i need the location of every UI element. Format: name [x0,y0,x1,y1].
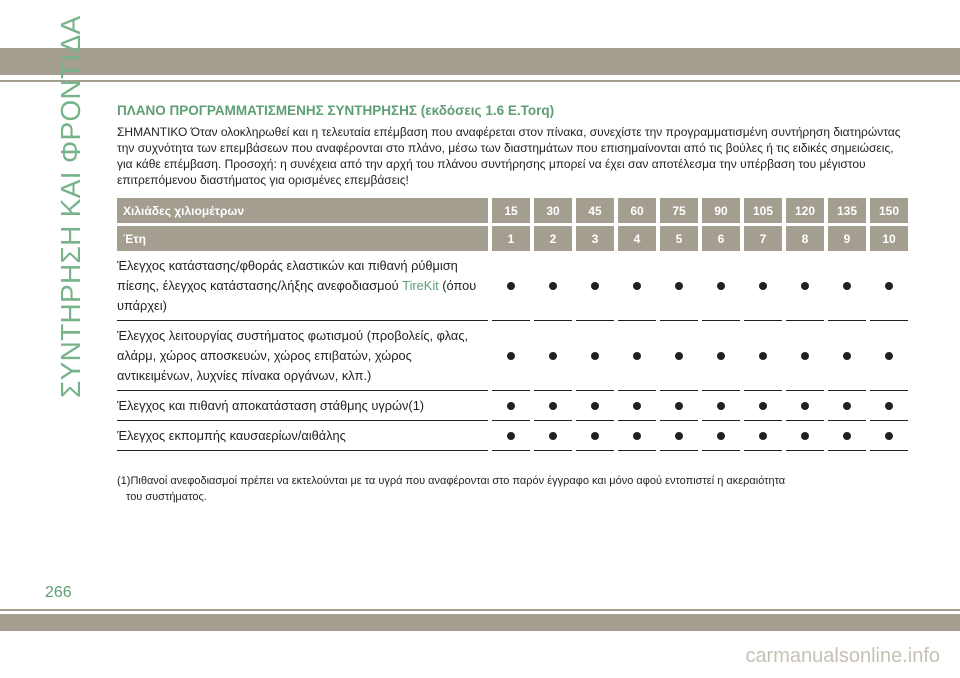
year-value: 1 [490,225,532,252]
bottom-band [0,614,960,631]
bullet-icon [801,402,809,410]
bullet-icon [801,352,809,360]
bullet-icon [549,282,557,290]
page-number: 266 [45,584,72,601]
bullet-icon [633,282,641,290]
bullet-icon [843,402,851,410]
bullet-icon [549,352,557,360]
bullet-icon [759,282,767,290]
bullet-icon [759,352,767,360]
bullet-icon [717,432,725,440]
km-value: 15 [490,198,532,225]
schedule-cell [700,321,742,391]
schedule-cell [826,391,868,421]
years-header-row [117,225,908,252]
km-value: 75 [658,198,700,225]
bullet-icon [801,282,809,290]
schedule-cell [532,391,574,421]
bullet-icon [591,352,599,360]
bullet-icon [633,352,641,360]
km-value: 120 [784,198,826,225]
schedule-cell [532,251,574,321]
km-value: 105 [742,198,784,225]
schedule-cell [826,321,868,391]
schedule-cell [574,321,616,391]
schedule-cell [490,421,532,451]
schedule-cell [784,251,826,321]
bullet-icon [717,352,725,360]
bullet-icon [717,402,725,410]
km-value: 45 [574,198,616,225]
table-row [117,391,908,421]
year-value: 9 [826,225,868,252]
row-label: Έλεγχος και πιθανή αποκατάσταση στάθμης υγρών(1) [117,391,490,421]
schedule-cell [532,421,574,451]
km-value: 150 [868,198,908,225]
bullet-icon [885,402,893,410]
year-value: 3 [574,225,616,252]
schedule-cell [868,391,908,421]
schedule-cell [826,251,868,321]
schedule-cell [574,251,616,321]
row-label: Έλεγχος εκπομπής καυσαερίων/αιθάλης [117,421,490,451]
schedule-cell [784,391,826,421]
schedule-cell [658,421,700,451]
bullet-icon [801,432,809,440]
km-header-row [117,198,908,225]
row-label-text: Έλεγχος κατάστασης/φθοράς ελαστικών και πιθανή ρύθμιση πίεσης, έλεγχος κατάστασης/λήξης ανεφοδιασμού [117,258,458,293]
bullet-icon [507,282,515,290]
bullet-icon [507,402,515,410]
bullet-icon [549,402,557,410]
schedule-cell [784,321,826,391]
watermark-text: carmanualsonline.info [745,645,940,667]
bullet-icon [843,432,851,440]
intro-paragraph: ΣΗΜΑΝΤΙΚΟ Όταν ολοκληρωθεί και η τελευταία επέμβαση που αναφέρεται στον πίνακα, συνεχίστε την προγραμματισμένη συντήρηση διατηρώντας την συχνότητα των επεμβάσεων που αναφέρονται στο πλάνο, μέσω των διαστημάτων που επισημαίνονται από τις βούλες ή τις ειδικές σημειώσεις, για κάθε επέμβαση. Προσοχή: η συνέχεια από την αρχή του πλάνου συντήρησης μπορεί να έχει σαν αποτέλεσμα την υπέρβαση του μέγιστου επιτρεπόμενου διαστήματος για ορισμένες επεμβάσεις! [117,125,901,187]
schedule-cell [616,421,658,451]
year-value: 2 [532,225,574,252]
row-label [117,251,490,321]
schedule-cell [616,391,658,421]
km-value: 30 [532,198,574,225]
top-rule [0,80,960,82]
schedule-cell [532,321,574,391]
year-value: 4 [616,225,658,252]
tirekit-label: TireKit [402,278,439,293]
footnote [117,473,912,505]
bullet-icon [591,402,599,410]
bullet-icon [759,402,767,410]
bullet-icon [591,282,599,290]
row-label: Έλεγχος λειτουργίας συστήματος φωτισμού (προβολείς, φλας, αλάρμ, χώρος αποσκευών, χώρος επιβατών, χώρος αντικειμένων, λυχνίες πίνακα οργάνων, κλπ.) [117,321,490,391]
year-value: 5 [658,225,700,252]
bullet-icon [675,402,683,410]
schedule-cell [868,251,908,321]
bullet-icon [885,432,893,440]
bullet-icon [885,282,893,290]
bottom-rule [0,609,960,611]
schedule-cell [616,251,658,321]
page-title: ΠΛΑΝΟ ΠΡΟΓΡΑΜΜΑΤΙΣΜΕΝΗΣ ΣΥΝΤΗΡΗΣΗΣ (εκδόσεις 1.6 E.Torq) [117,103,555,118]
bullet-icon [549,432,557,440]
schedule-cell [868,421,908,451]
footnote-line: (1)Πιθανοί ανεφοδιασμοί πρέπει να εκτελούνται με τα υγρά που αναφέρονται στο παρόν έγγραφο και μόνο αφού εντοπιστεί η ακεραιότητα [117,475,786,487]
year-value: 6 [700,225,742,252]
schedule-cell [574,421,616,451]
footnote-line: του συστήματος. [126,491,207,503]
table-row [117,251,908,321]
km-value: 60 [616,198,658,225]
schedule-cell [658,391,700,421]
side-section-title: ΣΥΝΤΗΡΗΣΗ ΚΑΙ ΦΡΟΝΤΙΔΑ [55,15,86,398]
schedule-cell [490,391,532,421]
bullet-icon [843,352,851,360]
bullet-icon [843,282,851,290]
bullet-icon [633,432,641,440]
schedule-cell [742,421,784,451]
row-label-text: (όπου υπάρχει) [117,278,477,313]
bullet-icon [759,432,767,440]
table-row [117,321,908,391]
km-value: 135 [826,198,868,225]
year-value: 8 [784,225,826,252]
schedule-cell [742,391,784,421]
bullet-icon [675,282,683,290]
schedule-cell [490,321,532,391]
schedule-cell [868,321,908,391]
bullet-icon [507,352,515,360]
schedule-cell [574,391,616,421]
schedule-cell [826,421,868,451]
bullet-icon [885,352,893,360]
schedule-cell [742,251,784,321]
schedule-cell [742,321,784,391]
watermark [0,645,960,668]
schedule-cell [490,251,532,321]
table-row [117,421,908,451]
year-value: 10 [868,225,908,252]
schedule-cell [616,321,658,391]
bullet-icon [675,432,683,440]
bullet-icon [507,432,515,440]
km-header-label: Χιλιάδες χιλιομέτρων [117,198,490,225]
bullet-icon [591,432,599,440]
schedule-cell [658,321,700,391]
schedule-cell [784,421,826,451]
year-value: 7 [742,225,784,252]
schedule-cell [658,251,700,321]
maintenance-table [117,198,908,451]
km-value: 90 [700,198,742,225]
schedule-cell [700,421,742,451]
bullet-icon [717,282,725,290]
bullet-icon [633,402,641,410]
top-band [0,48,960,75]
schedule-cell [700,251,742,321]
bullet-icon [675,352,683,360]
years-header-label: Έτη [117,225,490,252]
schedule-cell [700,391,742,421]
